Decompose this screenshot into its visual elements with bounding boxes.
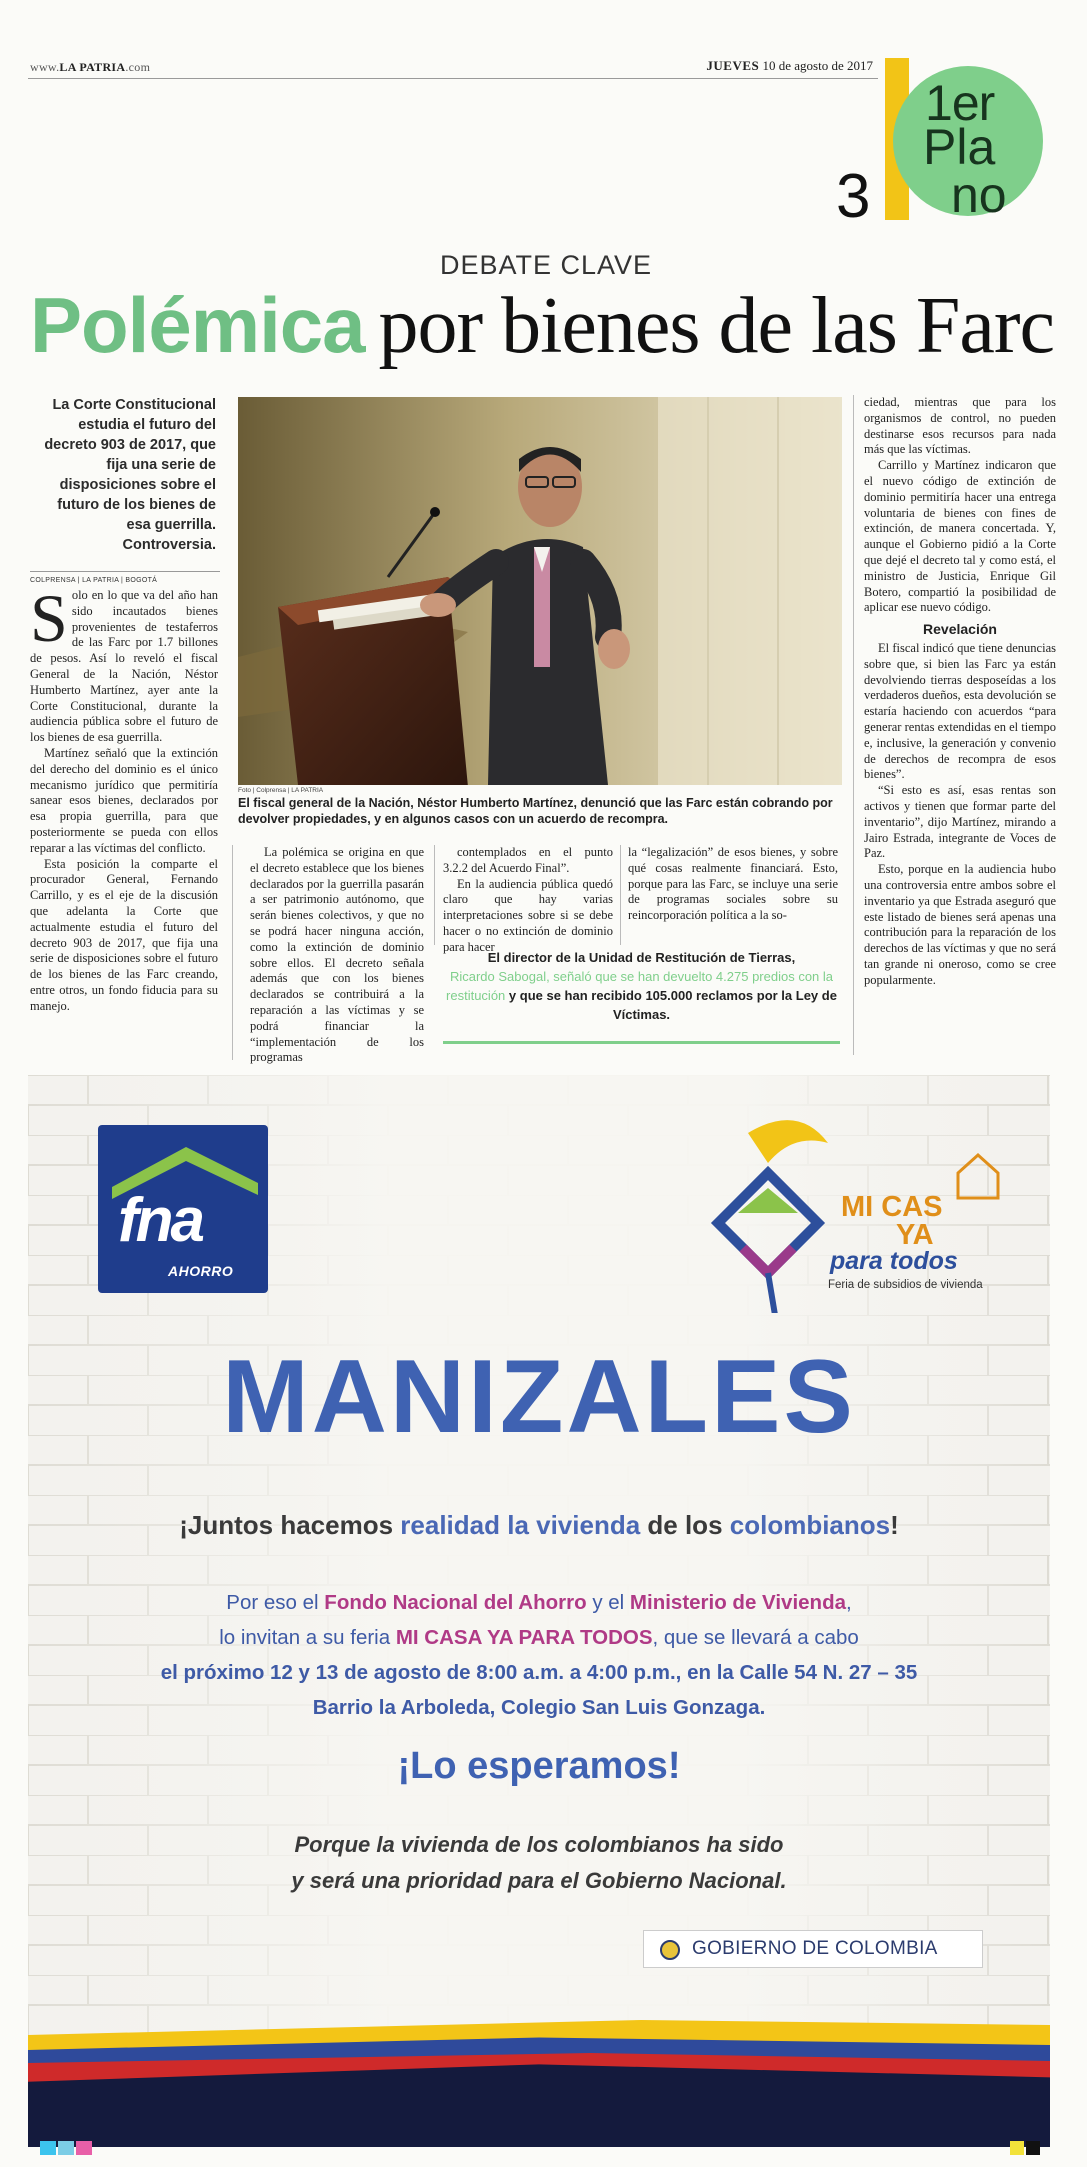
registration-mark-yellow — [1010, 2141, 1024, 2155]
ad-closing-text: Porque la vivienda de los colombianos ha sido y será una prioridad para el Gobierno Nacional. — [291, 1832, 787, 1893]
badge-line-2: Pla — [923, 119, 996, 175]
article-subhead: Revelación — [923, 621, 997, 638]
issue-date — [706, 58, 873, 74]
photo-credit: Foto | Colprensa | LA PATRIA — [238, 787, 324, 794]
column-divider — [232, 845, 233, 1060]
article-byline: COLPRENSA | LA PATRIA | BOGOTÁ — [30, 571, 220, 584]
advertisement-fna[interactable] — [28, 1075, 1050, 2147]
headline-highlight: Polémica — [30, 281, 365, 369]
article-headline — [30, 281, 1055, 370]
ad-body-line: Por eso el Fondo Nacional del Ahorro y el Ministerio de Vivienda, — [226, 1591, 852, 1614]
registration-mark-black — [1026, 2141, 1040, 2155]
ad-body-line: Barrio la Arboleda, Colegio San Luis Gonzaga. — [312, 1696, 766, 1719]
registration-mark-magenta — [76, 2141, 92, 2155]
ad-slogan: ¡Juntos hacemos realidad la vivienda de los colombianos! — [179, 1510, 899, 1540]
section-badge-primer-plano — [885, 58, 1050, 223]
issue-date-text: 10 de agosto de 2017 — [762, 58, 873, 73]
article-column-2 — [250, 845, 424, 1066]
paragraph: ciedad, mientras que para los organismos de control, no pueden destinarse esos recursos para nada más que las víctimas. — [864, 395, 1056, 457]
headline-rest: por bienes de las Farc — [378, 282, 1055, 370]
paragraph: la “legalización” de esos bienes, y sobre qué cosas realmente financiará. Esto, porque para las Farc, se incluye una serie de programas sociales sobre su reincorporación política a la so- — [628, 845, 838, 923]
badge-green-circle — [893, 66, 1043, 223]
gobierno-de-colombia-logo: GOBIERNO DE COLOMBIA — [643, 1930, 983, 1968]
ad-body-line: lo invitan a su feria MI CASA YA PARA TODOS, que se llevará a cabo — [219, 1626, 859, 1649]
column-divider — [620, 845, 621, 945]
article-lead: La Corte Constitucional estudia el futuro del decreto 903 de 2017, que fija una serie de disposiciones sobre el futuro de los bienes de esa guerrilla. Controversia. — [44, 397, 216, 553]
photo-illustration — [238, 397, 842, 785]
paragraph: Esta posición la comparte el procurador General, Fernando Carrillo, y es el eje de la discusión que adelanta la Corte que actualmente estudia el futuro del decreto 903 de 2017, que fija una serie de disposiciones sobre el futuro de los bienes de las Farc creando, entre otros, un fondo fiducia para su manejo. — [30, 856, 218, 1013]
article-column-5 — [864, 395, 1056, 988]
article-column-3 — [443, 845, 613, 956]
paragraph: En la audiencia pública quedó claro que hay varias interpretaciones sobre si se debe hacer o no extinción de dominio para hacer — [443, 876, 613, 954]
paragraph: Carrillo y Martínez indicaron que el nuevo código de extinción de dominio permitiría hacer una entrega voluntaria de bienes con fines de extinción, de manera concertada. Y, aunque el Gobierno pidió a la Corte que dejé el decreto tal y como está, el ministro de Justicia, Enrique Gil Botero, compartió la posibilidad de aplicar ese nuevo código. — [864, 458, 1056, 615]
ad-body-text — [28, 1585, 1050, 1725]
photo-caption: El fiscal general de la Nación, Néstor Humberto Martínez, denunció que las Farc están cobrando por devolver propiedades, y en algunos casos con un acuerdo de recompra. — [238, 796, 833, 826]
paragraph: Martínez señaló que la extinción del derecho del dominio es el único mecanismo jurídico que permitiría sanear esos bienes, declarados por esa propia guerrilla, para que posteriormente se pueda con ellos reparar a las víctimas del conflicto. — [30, 745, 218, 855]
pull-quote: El director de la Unidad de Restitución de Tierras, Ricardo Sabogal, señaló que se han devuelto 4.275 predios con la restitución y que se han recibido 105.000 reclamos por la Ley de Víctimas. — [443, 948, 840, 1044]
issue-day: JUEVES — [706, 58, 760, 73]
paragraph: Solo en lo que va del año han sido incautados bienes provenientes de testaferros de las Farc por 1.7 billones de pesos. Así lo reveló el fiscal General de la Nación, Néstor Humberto Martínez, ayer ante la Corte Constitucional, durante la audiencia pública sobre el futuro de los bienes de esa guerrilla. — [30, 580, 218, 745]
registration-mark-cyan — [40, 2141, 56, 2155]
site-url[interactable]: www.LA PATRIA.com — [30, 60, 151, 74]
article-column-4 — [628, 845, 838, 924]
ad-call-to-action: ¡Lo esperamos! — [397, 1745, 681, 1787]
mi-casa-ya-logo: MI CAS YA para todos Feria de subsidios de vivienda — [688, 1103, 1018, 1313]
coat-of-arms-icon — [660, 1940, 680, 1960]
badge-line-1: 1er — [925, 75, 995, 131]
fna-logo: fna AHORRO — [98, 1125, 268, 1293]
article-photo[interactable] — [238, 397, 842, 785]
paragraph: “Si esto es así, esas rentas son activos y tienen que formar parte del inventario”, dijo Martínez, mirando a Jairo Estrada, integrante de Voces de Paz. — [864, 783, 1056, 861]
registration-mark-cyan-light — [58, 2141, 74, 2155]
paragraph: Esto, porque en la audiencia hubo una controversia entre ambos sobre el inventario ya que Estrada aseguró que este listado de bienes será apenas una contribución para la reparación de los derechos de las víctimas y que no será tan grande ni oneroso, como se cree popularmente. — [864, 862, 1056, 987]
page-number: 3 — [836, 162, 871, 231]
column-divider — [853, 395, 854, 1055]
paragraph: La polémica se origina en que el decreto establece que los bienes declarados por la guerrilla pasarán a ser patrimonio autónomo, que serán bienes colectivos, y que no se podrá hacer ninguna acción, como la extinción de dominio sobre ellos. El decreto señala además que con los bienes declarados se contribuirá a la reparación a las víctimas y se podrá financiar la “implementación de los programas — [250, 845, 424, 1065]
article-kicker: DEBATE CLAVE — [440, 250, 653, 280]
paragraph: El fiscal indicó que tiene denuncias sobre que, si bien las Farc ya están devolviendo tierras desposeídas a los verdaderos dueños, esta devolución se estaría haciendo con acuerdos “para generar rentas extendidas en el tiempo e, inclusive, la generación y convenio de derechos de recompra de esos bienes”. — [864, 640, 1056, 782]
column-divider — [434, 845, 435, 945]
header-divider — [28, 78, 878, 79]
ad-body-line: el próximo 12 y 13 de agosto de 8:00 a.m. a 4:00 p.m., en la Calle 54 N. 27 – 35 — [160, 1661, 918, 1684]
drop-cap: S — [30, 580, 68, 656]
pull-quote-highlight: Ricardo Sabogal, señaló que se han devuelto 4.275 predios con la restitución — [446, 969, 834, 1003]
ad-city-title: MANIZALES — [222, 1339, 856, 1455]
badge-line-3: no — [951, 167, 1007, 223]
paragraph: contemplados en el punto 3.2.2 del Acuerdo Final”. — [443, 845, 613, 875]
